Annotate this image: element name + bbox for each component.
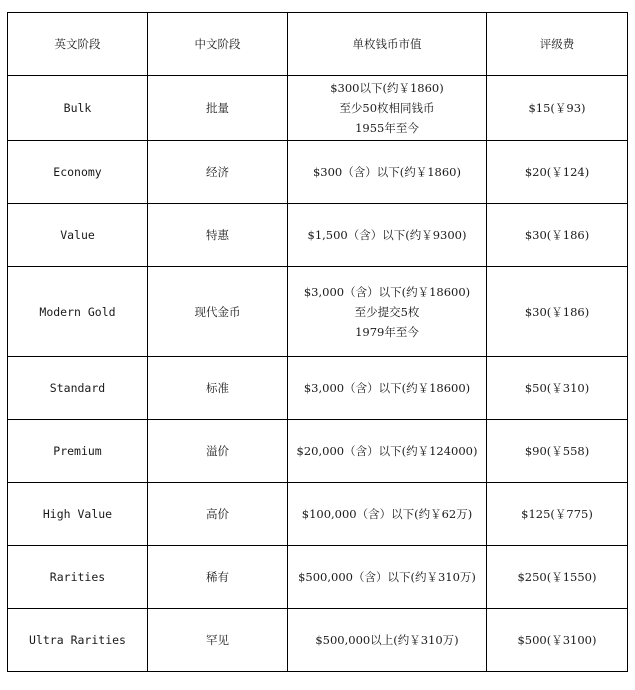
tier-chinese-name: 罕见 <box>148 609 288 672</box>
value-line: 至少提交5枚 <box>354 304 420 319</box>
tier-fee: $125(￥775) <box>487 483 628 546</box>
value-line: 1979年至今 <box>355 324 419 339</box>
tier-coin-value <box>288 483 487 546</box>
table-row <box>8 420 628 483</box>
tier-english-name: Rarities <box>8 546 148 609</box>
tier-coin-value <box>288 76 487 141</box>
table-row <box>8 357 628 420</box>
tier-coin-value <box>288 141 487 204</box>
tier-chinese-name: 稀有 <box>148 546 288 609</box>
value-line: $500,000以上(约￥310万) <box>315 633 459 647</box>
table-row <box>8 483 628 546</box>
grading-fee-sheet <box>7 12 627 672</box>
tier-fee: $500(￥3100) <box>487 609 628 672</box>
tier-chinese-name: 标准 <box>148 357 288 420</box>
value-line: $300以下(约￥1860) <box>330 81 444 95</box>
tier-english-name: Bulk <box>8 76 148 141</box>
table-row <box>8 141 628 204</box>
tier-coin-value <box>288 357 487 420</box>
tier-chinese-name: 高价 <box>148 483 288 546</box>
table-row <box>8 267 628 357</box>
value-line: 1955年至今 <box>355 121 419 135</box>
table-row <box>8 76 628 141</box>
tier-fee: $90(￥558) <box>487 420 628 483</box>
tier-coin-value <box>288 204 487 267</box>
tier-fee: $15(￥93) <box>487 76 628 141</box>
tier-coin-value <box>288 609 487 672</box>
tier-fee: $30(￥186) <box>487 267 628 357</box>
tier-fee: $30(￥186) <box>487 204 628 267</box>
tier-english-name: Value <box>8 204 148 267</box>
grading-tier-table <box>7 12 628 672</box>
tier-coin-value <box>288 546 487 609</box>
value-line: 至少50枚相同钱币 <box>339 101 435 115</box>
tier-chinese-name: 现代金币 <box>148 267 288 357</box>
tier-fee: $250(￥1550) <box>487 546 628 609</box>
table-header-row <box>8 13 628 76</box>
header-english-tier: 英文阶段 <box>8 13 148 76</box>
tier-english-name: Standard <box>8 357 148 420</box>
header-chinese-tier: 中文阶段 <box>148 13 288 76</box>
value-line: $3,000（含）以下(约￥18600) <box>303 284 471 299</box>
tier-chinese-name: 特惠 <box>148 204 288 267</box>
value-line: $100,000（含）以下(约￥62万) <box>301 507 473 521</box>
value-line: $3,000（含）以下(约￥18600) <box>303 381 471 395</box>
tier-english-name: Ultra Rarities <box>8 609 148 672</box>
tier-fee: $50(￥310) <box>487 357 628 420</box>
tier-chinese-name: 溢价 <box>148 420 288 483</box>
tier-english-name: Economy <box>8 141 148 204</box>
header-coin-value: 单枚钱币市值 <box>288 13 487 76</box>
tier-chinese-name: 经济 <box>148 141 288 204</box>
value-line: $20,000（含）以下(约￥124000) <box>296 444 478 458</box>
tier-fee: $20(￥124) <box>487 141 628 204</box>
value-line: $500,000（含）以下(约￥310万) <box>298 570 476 584</box>
tier-english-name: Modern Gold <box>8 267 148 357</box>
value-line: $1,500（含）以下(约￥9300) <box>307 228 467 242</box>
header-grading-fee: 评级费 <box>487 13 628 76</box>
table-row <box>8 204 628 267</box>
table-row <box>8 546 628 609</box>
tier-english-name: Premium <box>8 420 148 483</box>
value-line: $300（含）以下(约￥1860) <box>312 165 461 179</box>
tier-chinese-name: 批量 <box>148 76 288 141</box>
tier-english-name: High Value <box>8 483 148 546</box>
tier-coin-value <box>288 420 487 483</box>
tier-coin-value <box>288 267 487 357</box>
table-row <box>8 609 628 672</box>
